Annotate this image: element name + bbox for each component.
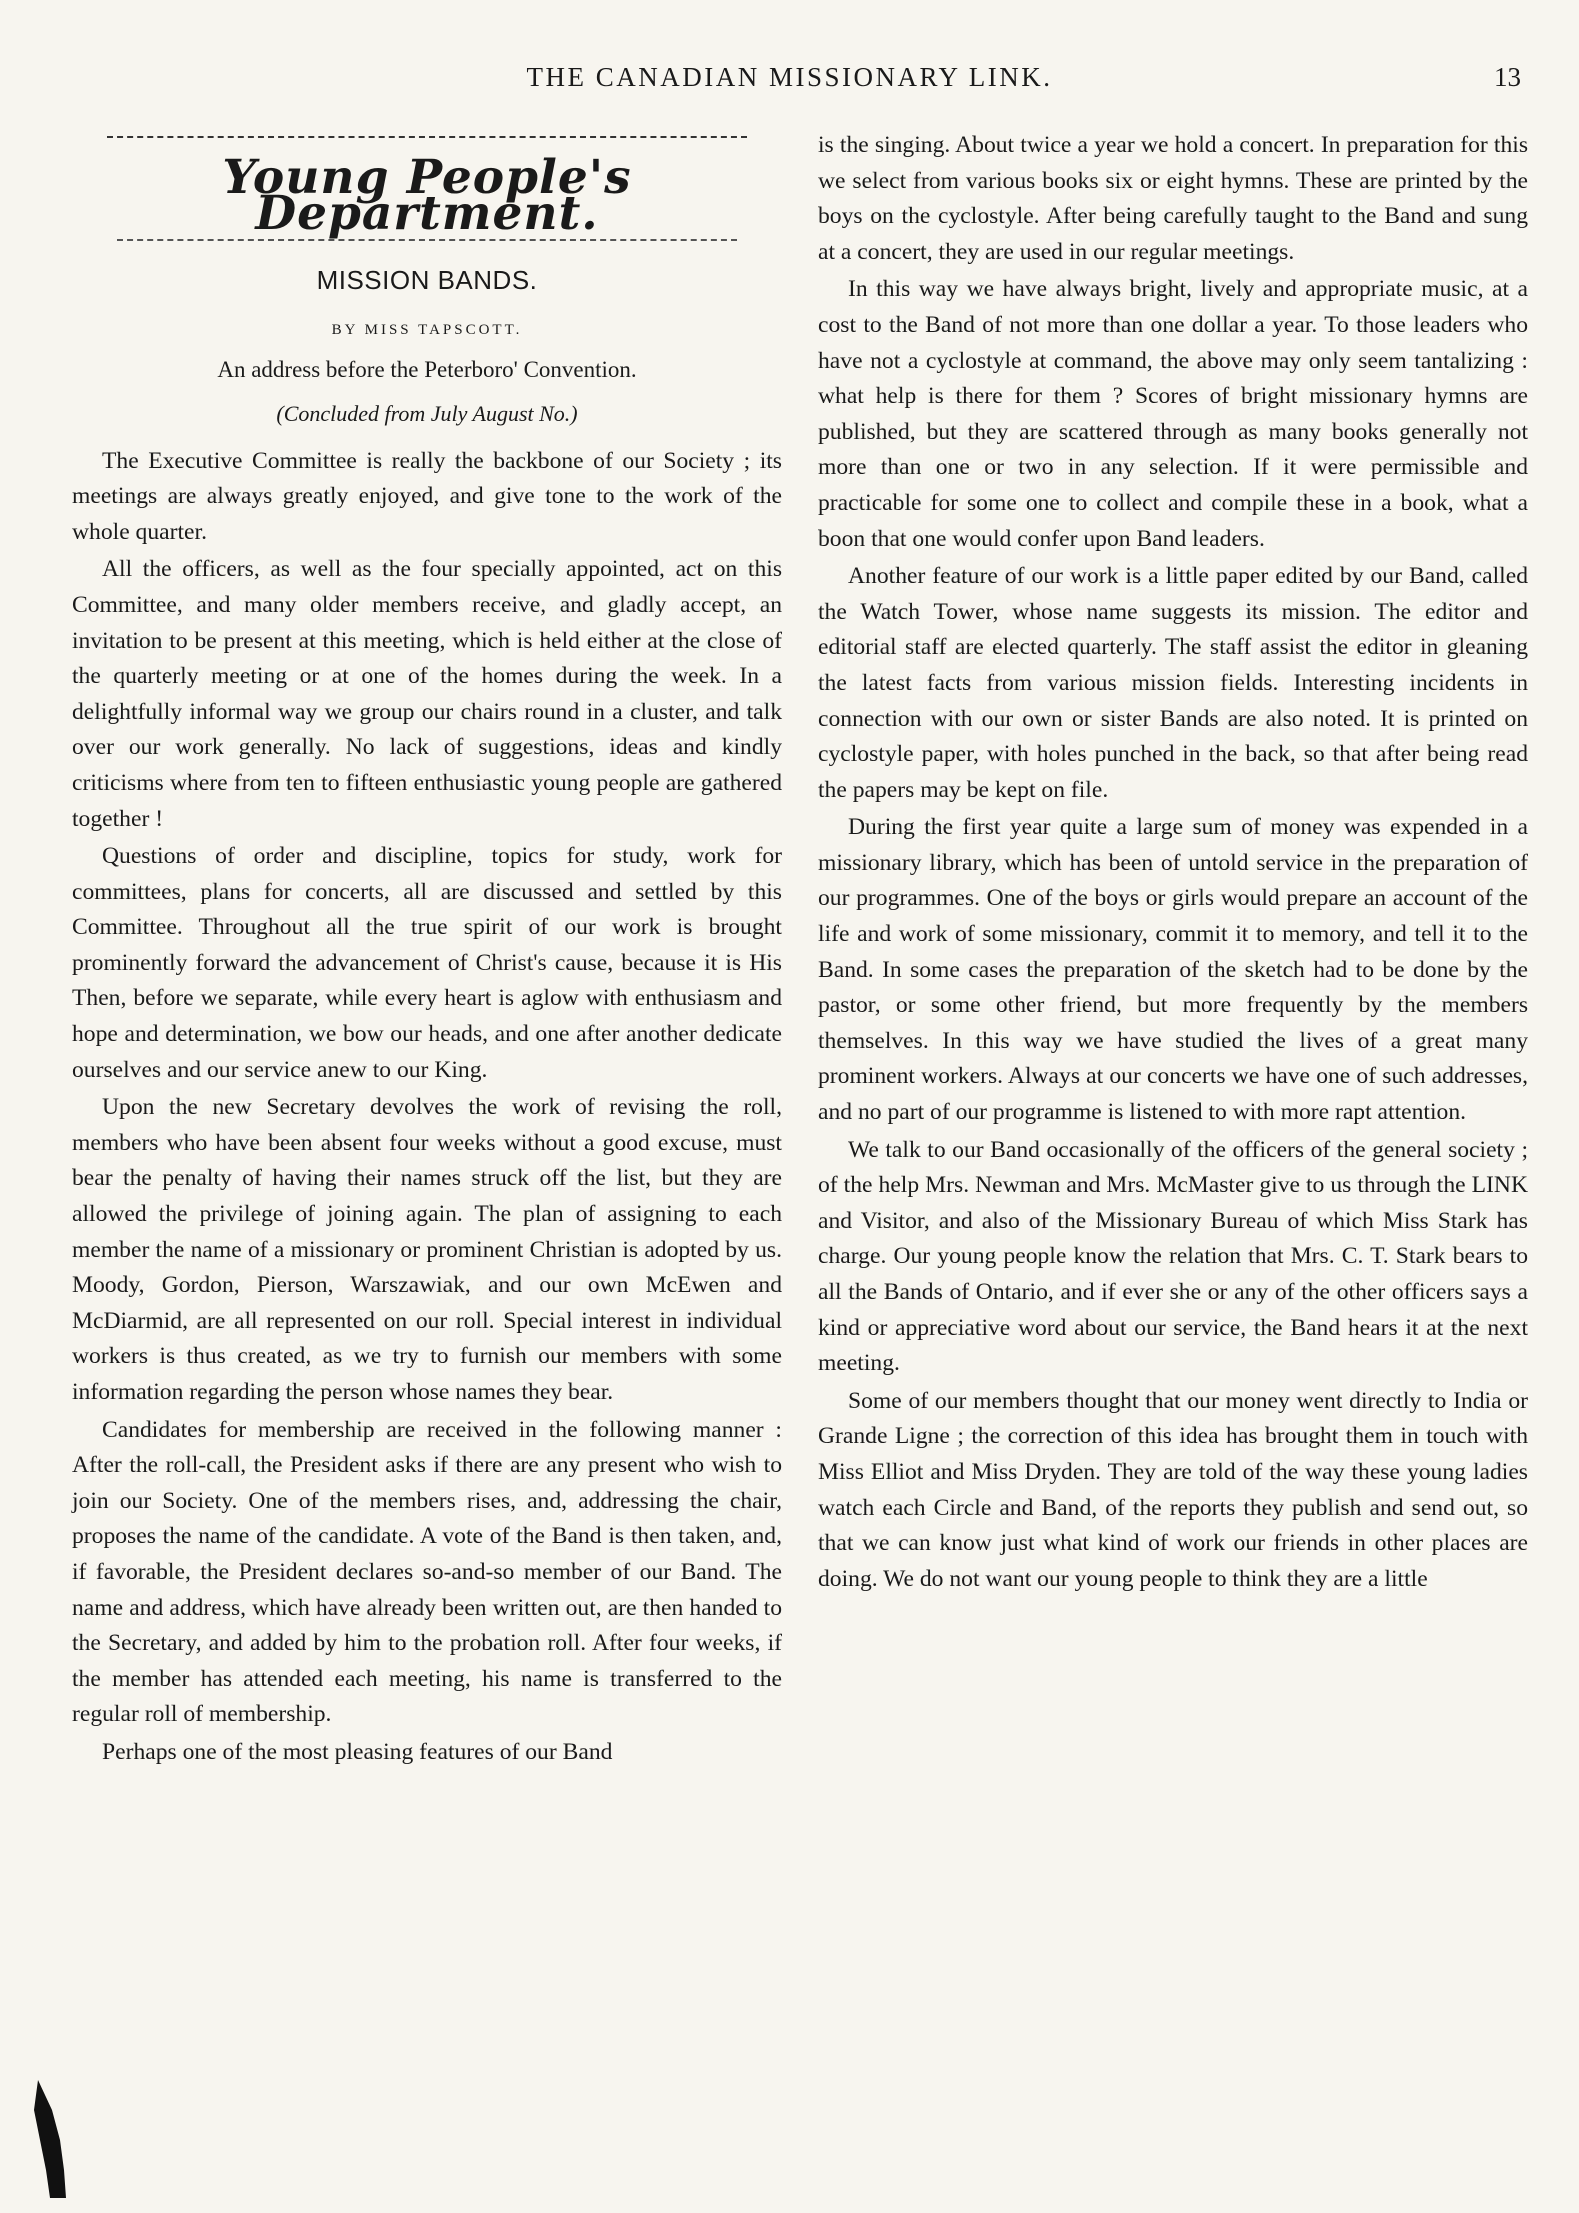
left-column [72,128,782,1771]
article-title: MISSION BANDS. [316,265,538,296]
title-rule-top [107,136,747,138]
paragraph: Questions of order and discipline, topics for study, work for committees, plans for concerts, all are discussed and settled by this Committee. Throughout all the true spirit of our work is brought prominently forward the advancement of Christ's cause, because it is His Then, before we separate, while every heart is aglow with enthusiasm and hope and determination, we bow our heads, and one after another dedicate ourselves and our service anew to our King. [72,843,782,1083]
paragraph: The Executive Committee is really the backbone of our Society ; its meetings are always greatly enjoyed, and give tone to the work of the whole quarter. [72,447,782,545]
paragraph: Candidates for membership are received in the following manner : After the roll-call, the President asks if there are any present who wish to join our Society. One of the members rises, and, addressing the chair, proposes the name of the candidate. A vote of the Band is then taken, and, if favorable, the President declares so-and-so member of our Band. The name and address, which have already been written out, are then handed to the Secretary, and added by him to the probation roll. After four weeks, if the member has attended each meeting, his name is transferred to the regular roll of membership. [72,1416,782,1728]
paragraph: During the first year quite a large sum of money was expended in a missionary library, which has been of untold service in the preparation of our programmes. One of the boys or girls would prepare an account of the life and work of some missionary, commit it to memory, and tell it to the Band. In some cases the preparation of the sketch had to be done by the pastor, or some other friend, but more frequently by the members themselves. In this way we have studied the lives of a great many prominent workers. Always at our concerts we have one of such addresses, and no part of our programme is listened to with more rapt attention. [818,814,1528,1126]
paragraph: is the singing. About twice a year we hold a concert. In preparation for this we select from various books six or eight hymns. These are printed by the boys on the cyclostyle. After being carefully taught to the Band and sung at a concert, they are used in our regular meetings. [818,132,1528,265]
paragraph: All the officers, as well as the four specially appointed, act on this Committee, and many older members receive, and gladly accept, an invitation to be present at this meeting, which is held either at the close of the quarterly meeting or at one of the homes during the week. In a delightfully informal way we group our chairs round in a cluster, and talk over our work generally. No lack of suggestions, ideas and kindly criticisms where from ten to fifteen enthusiastic young people are gathered together ! [72,556,782,832]
page-number: 13 [1494,62,1521,92]
right-column [818,128,1528,1597]
occasion-line: An address before the Peterboro' Convention. [217,357,637,383]
running-head: THE CANADIAN MISSIONARY LINK. [526,62,1053,92]
ink-mark-icon [30,2080,90,2200]
paragraph: Perhaps one of the most pleasing features of our Band [102,1738,613,1765]
continued-note: (Concluded from July August No.) [276,400,578,426]
paragraph: Upon the new Secretary devolves the work of revising the roll, members who have been absent four weeks without a good excuse, must bear the penalty of having their names struck off the list, but they are allowed the privilege of joining again. The plan of assigning to each member the name of a missionary or prominent Christian is adopted by us. Moody, Gordon, Pierson, Warszawiak, and our own McEwen and McDiarmid, are all represented on our roll. Special interest in individual workers is thus created, as we try to furnish our members with some information regarding the person whose names they bear. [72,1094,782,1405]
paragraph: Another feature of our work is a little paper edited by our Band, called the Watch Tower, whose name suggests its mission. The editor and editorial staff are elected quarterly. The staff assist the editor in gleaning the latest facts from various mission fields. Interesting incidents in connection with our own or sister Bands are also noted. It is printed on cyclostyle paper, with holes punched in the back, so that after being read the papers may be kept on file. [818,563,1528,803]
department-title: Young People's Department. [222,150,632,241]
byline: BY MISS TAPSCOTT. [331,321,523,338]
paragraph: Some of our members thought that our money went directly to India or Grande Ligne ; the correction of this idea has brought them in touch with Miss Elliot and Miss Dryden. They are told of the way these young ladies watch each Circle and Band, of the reports they publish and send out, so that we can know just what kind of work our friends in other places are doing. We do not want our young people to think they are a little [818,1387,1528,1592]
paragraph: We talk to our Band occasionally of the officers of the general society ; of the help Mrs. Newman and Mrs. McMaster give to us through the LINK and Visitor, and also of the Missionary Bureau of which Miss Stark has charge. Our young people know the relation that Mrs. C. T. Stark bears to all the Bands of Ontario, and if ever she or any of the other officers says a kind or appreciative word about our service, the Band hears it at the next meeting. [818,1136,1528,1377]
paragraph: In this way we have always bright, lively and appropriate music, at a cost to the Band of not more than one dollar a year. To those leaders who have not a cyclostyle at command, the above may only seem tantalizing : what help is there for them ? Scores of bright missionary hymns are published, but they are scattered through as many books generally not more than one or two in any selection. If it were permissible and practicable for some one to collect and compile these in a book, what a boon that one would confer upon Band leaders. [818,276,1528,552]
